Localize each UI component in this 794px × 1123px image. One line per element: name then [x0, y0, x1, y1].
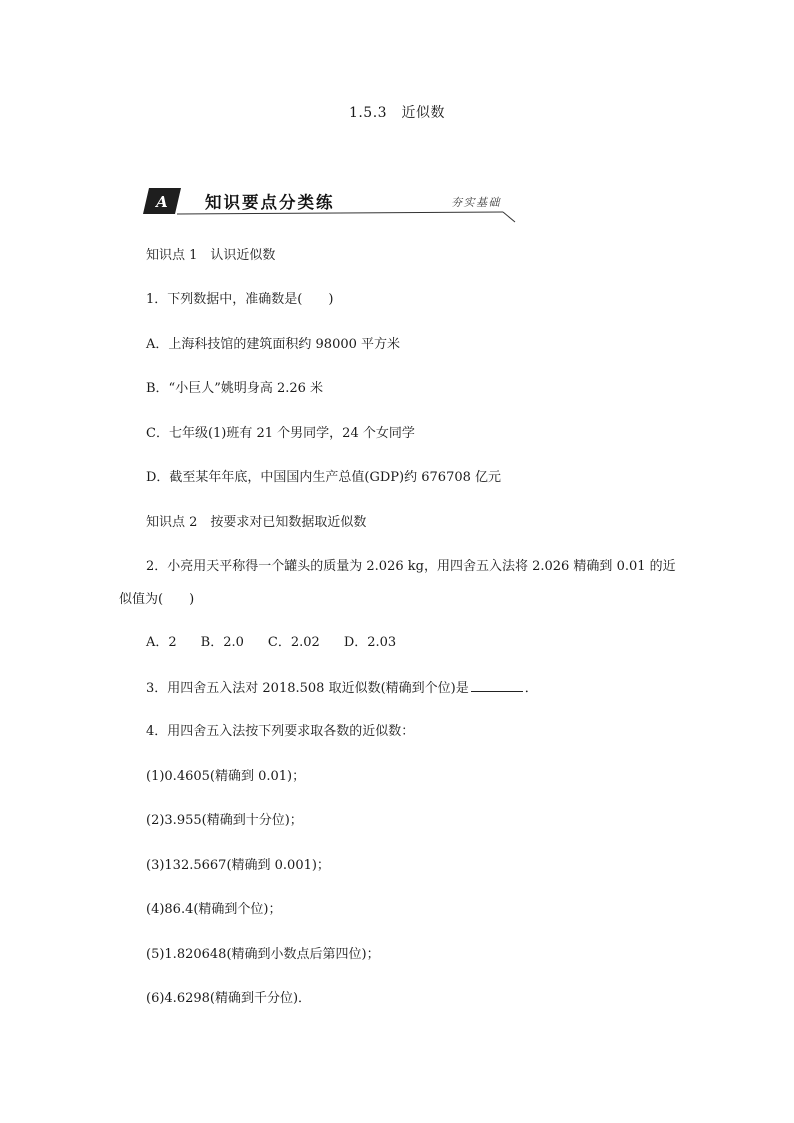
banner-title: 知识要点分类练: [205, 193, 335, 212]
question-1-option-b: B．“小巨人”姚明身高 2.26 米: [146, 381, 324, 396]
question-3-text: 3．用四舍五入法对 2018.508 取近似数(精确到个位)是: [146, 681, 469, 696]
question-2-options: [146, 633, 420, 653]
question-2-stem-line2: 似值为( ): [119, 592, 195, 607]
question-3: [146, 677, 538, 699]
question-1-option-d: D．截至某年年底，中国国内生产总值(GDP)约 676708 亿元: [146, 470, 502, 485]
section-banner: [143, 184, 523, 224]
question-2-option-a: A．2: [146, 635, 177, 650]
banner-underline-tail: [503, 212, 515, 222]
answer-blank[interactable]: [471, 677, 523, 692]
question-2-option-b: B．2.0: [200, 635, 244, 650]
question-4-item-2: (2)3.955(精确到十分位)；: [146, 813, 303, 828]
question-4-item-4: (4)86.4(精确到个位)；: [146, 902, 282, 917]
question-3-end: ．: [524, 681, 538, 696]
question-1-option-a: A．上海科技馆的建筑面积约 98000 平方米: [146, 337, 401, 352]
knowledge-point-1: 知识点 1 认识近似数: [146, 248, 276, 263]
page-title: 1.5.3 近似数: [348, 105, 446, 121]
knowledge-point-2: 知识点 2 按要求对已知数据取近似数: [146, 515, 367, 530]
question-4-item-6: (6)4.6298(精确到千分位)．: [146, 991, 312, 1006]
question-4-item-3: (3)132.5667(精确到 0.001)；: [146, 858, 330, 873]
banner-tag: 夯实基础: [451, 196, 501, 209]
badge-letter: A: [156, 193, 168, 211]
question-2-stem-line1: 2．小亮用天平称得一个罐头的质量为 2.026 kg，用四舍五入法将 2.026 精确到 0.01 的近: [146, 559, 676, 574]
question-4-stem: 4．用四舍五入法按下列要求取各数的近似数：: [146, 724, 415, 739]
question-2-option-d: D．2.03: [343, 635, 397, 650]
question-1-stem: 1．下列数据中，准确数是( ): [146, 292, 334, 307]
question-2-option-c: C．2.02: [267, 635, 320, 650]
question-1-option-c: C．七年级(1)班有 21 个男同学，24 个女同学: [146, 426, 415, 441]
question-4-item-1: (1)0.4605(精确到 0.01)；: [146, 769, 306, 784]
question-4-item-5: (5)1.820648(精确到小数点后第四位)；: [146, 947, 380, 962]
